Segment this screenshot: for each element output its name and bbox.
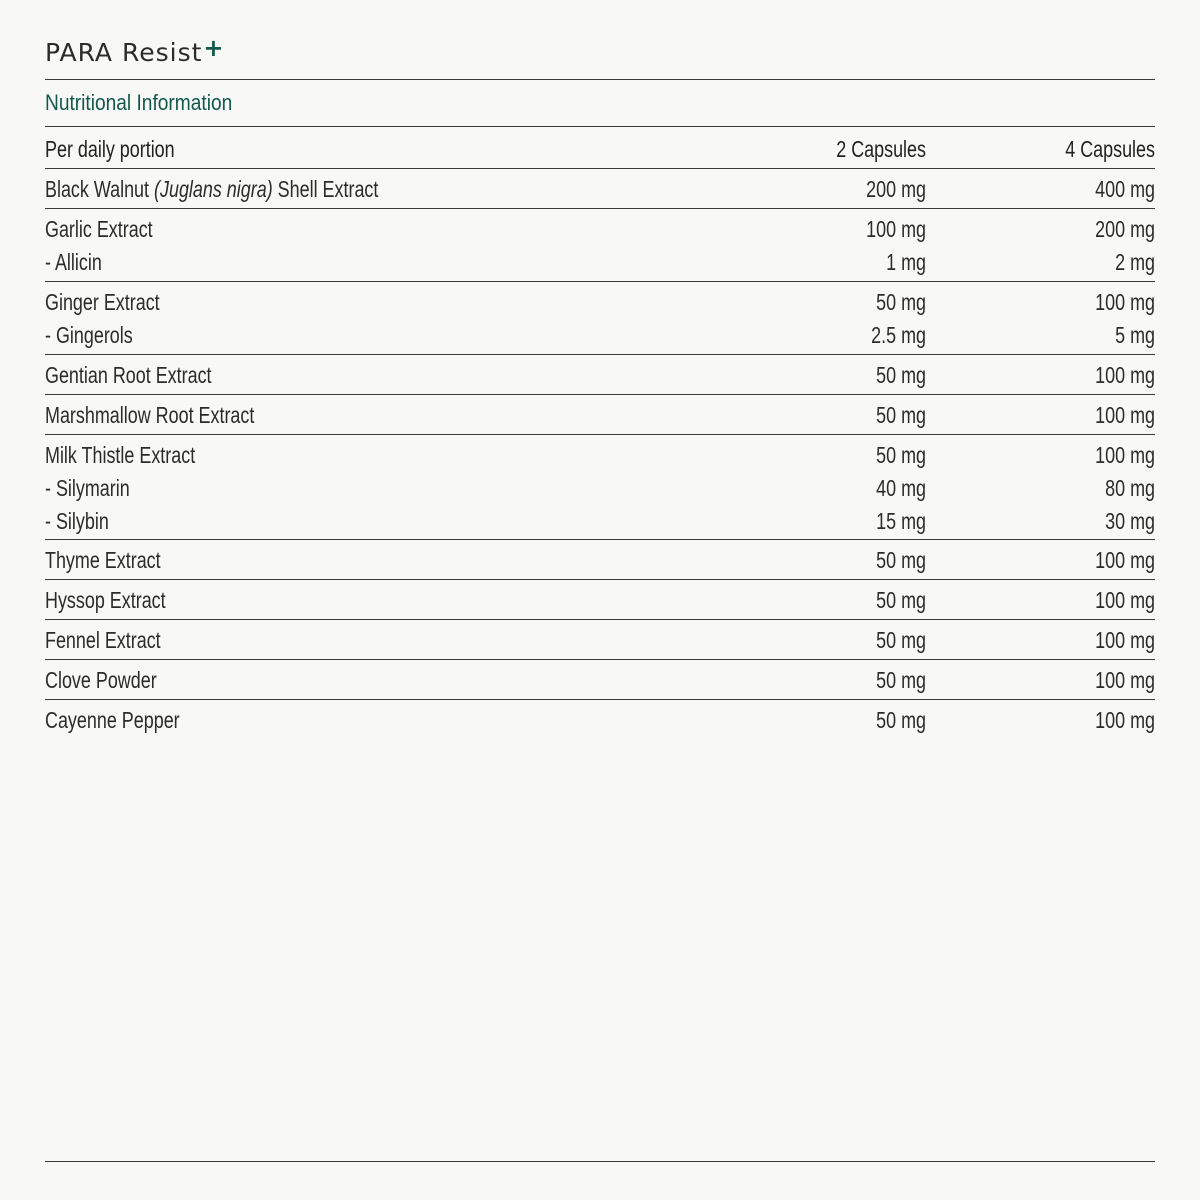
brand-name: PARA Resist (45, 38, 203, 67)
table-body (45, 169, 1155, 739)
sub-ingredient-name: - Allicin (45, 249, 102, 275)
ingredient-name: Marshmallow Root Extract (45, 402, 255, 428)
ingredient-name: Milk Thistle Extract (45, 442, 196, 468)
amount-2-capsules: 15 mg (876, 508, 926, 534)
brand-logo (45, 34, 225, 67)
nutrition-panel (45, 0, 1155, 1200)
amount-2-capsules: 50 mg (876, 442, 926, 468)
amount-4-capsules: 400 mg (1095, 176, 1155, 202)
ingredient-name: Hyssop Extract (45, 587, 166, 613)
latin-name: (Juglans nigra) (154, 176, 273, 202)
amount-4-capsules: 200 mg (1095, 216, 1155, 242)
amount-2-capsules: 40 mg (876, 475, 926, 501)
table-row (45, 580, 1155, 620)
amount-4-capsules: 100 mg (1095, 547, 1155, 573)
amount-2-capsules: 50 mg (876, 547, 926, 573)
amount-4-capsules: 80 mg (1105, 475, 1155, 501)
ingredient-name: Cayenne Pepper (45, 707, 180, 733)
section-title: Nutritional Information (45, 90, 233, 115)
ingredient-name: Garlic Extract (45, 216, 153, 242)
amount-4-capsules: 100 mg (1095, 402, 1155, 428)
ingredient-name: Fennel Extract (45, 627, 161, 653)
amount-2-capsules: 100 mg (866, 216, 926, 242)
amount-2-capsules: 1 mg (886, 249, 926, 275)
ingredient-name (45, 173, 591, 206)
amount-2-capsules: 50 mg (876, 402, 926, 428)
amount-2-capsules: 50 mg (876, 667, 926, 693)
amount-2-capsules: 50 mg (876, 587, 926, 613)
sub-ingredient-name: - Silybin (45, 508, 109, 534)
table-row (45, 660, 1155, 700)
amount-4-capsules: 30 mg (1105, 508, 1155, 534)
table-row (45, 169, 1155, 209)
amount-4-capsules: 100 mg (1095, 442, 1155, 468)
table-row (45, 435, 1155, 540)
amount-2-capsules: 50 mg (876, 362, 926, 388)
amount-4-capsules: 100 mg (1095, 362, 1155, 388)
brand-plus-icon: + (203, 34, 225, 62)
ingredient-name: Clove Powder (45, 667, 157, 693)
amount-2-capsules: 50 mg (876, 627, 926, 653)
amount-4-capsules: 100 mg (1095, 289, 1155, 315)
ingredient-name: Gentian Root Extract (45, 362, 212, 388)
ingredient-name: Thyme Extract (45, 547, 161, 573)
table-row (45, 395, 1155, 435)
ingredient-name: Ginger Extract (45, 289, 160, 315)
ingredient-name-part: Black Walnut (45, 176, 155, 202)
table-row (45, 209, 1155, 282)
amount-4-capsules: 100 mg (1095, 627, 1155, 653)
nutrition-table (45, 127, 1155, 739)
table-row (45, 355, 1155, 395)
header-per-daily-portion: Per daily portion (45, 136, 175, 162)
amount-4-capsules: 5 mg (1115, 322, 1155, 348)
amount-2-capsules: 200 mg (866, 176, 926, 202)
header-4-capsules: 4 Capsules (1065, 136, 1155, 162)
amount-2-capsules: 50 mg (876, 707, 926, 733)
table-row (45, 620, 1155, 660)
amount-4-capsules: 2 mg (1115, 249, 1155, 275)
header-2-capsules: 2 Capsules (836, 136, 926, 162)
amount-4-capsules: 100 mg (1095, 667, 1155, 693)
sub-ingredient-name: - Silymarin (45, 475, 130, 501)
divider-top (45, 79, 1155, 80)
amount-4-capsules: 100 mg (1095, 707, 1155, 733)
amount-2-capsules: 2.5 mg (871, 322, 926, 348)
table-row (45, 282, 1155, 355)
ingredient-name-part: Shell Extract (272, 176, 379, 202)
table-header-row (45, 127, 1155, 169)
amount-4-capsules: 100 mg (1095, 587, 1155, 613)
divider-bottom (45, 1161, 1155, 1162)
table-row (45, 540, 1155, 580)
table-row (45, 700, 1155, 739)
sub-ingredient-name: - Gingerols (45, 322, 133, 348)
amount-2-capsules: 50 mg (876, 289, 926, 315)
